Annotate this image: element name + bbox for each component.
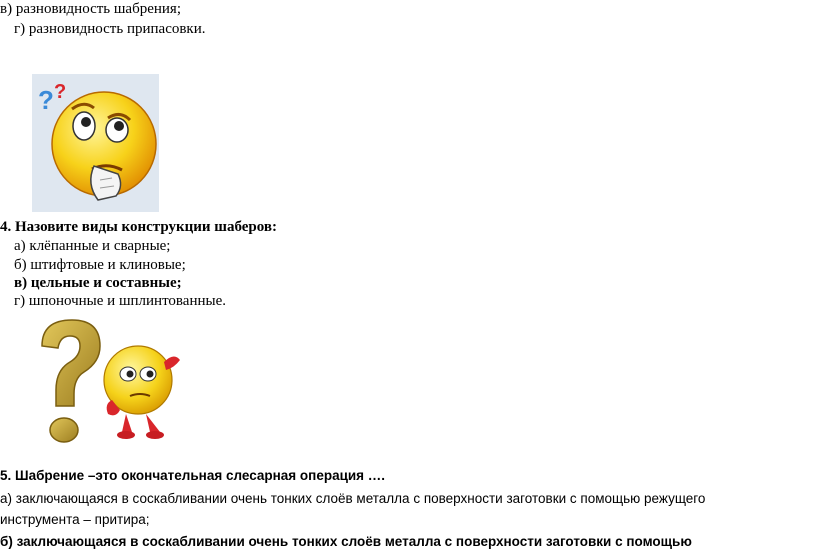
q4-option-a: а) клёпанные и сварные; (14, 238, 171, 254)
option-v-prev: в) разновидность шабрения; (0, 1, 182, 17)
thinking-emoji-image (32, 74, 159, 212)
q5-option-a-line2: инструмента – притира; (0, 512, 150, 527)
question-5-title: 5. Шабрение –это окончательная слесарная операция …. (0, 468, 386, 483)
question-4-title: 4. Назовите виды конструкции шаберов: (0, 219, 277, 235)
svg-text:?: ? (38, 85, 54, 115)
question-mark-smiley-image (34, 318, 184, 450)
q4-option-g: г) шпоночные и шплинтованные. (14, 293, 227, 309)
svg-text:?: ? (54, 81, 67, 103)
option-g-prev: г) разновидность припасовки. (14, 21, 206, 37)
q5-option-b-line1: б) заключающаяся в соскабливании очень тонких слоёв металла с поверхности заготовки с помощью (0, 534, 692, 549)
q4-option-v-correct: в) цельные и составные; (14, 275, 182, 291)
q4-option-b: б) штифтовые и клиновые; (14, 257, 186, 273)
q5-option-a-line1: а) заключающаяся в соскабливании очень тонких слоёв металла с поверхности заготовки с помощью режущего (0, 491, 706, 506)
